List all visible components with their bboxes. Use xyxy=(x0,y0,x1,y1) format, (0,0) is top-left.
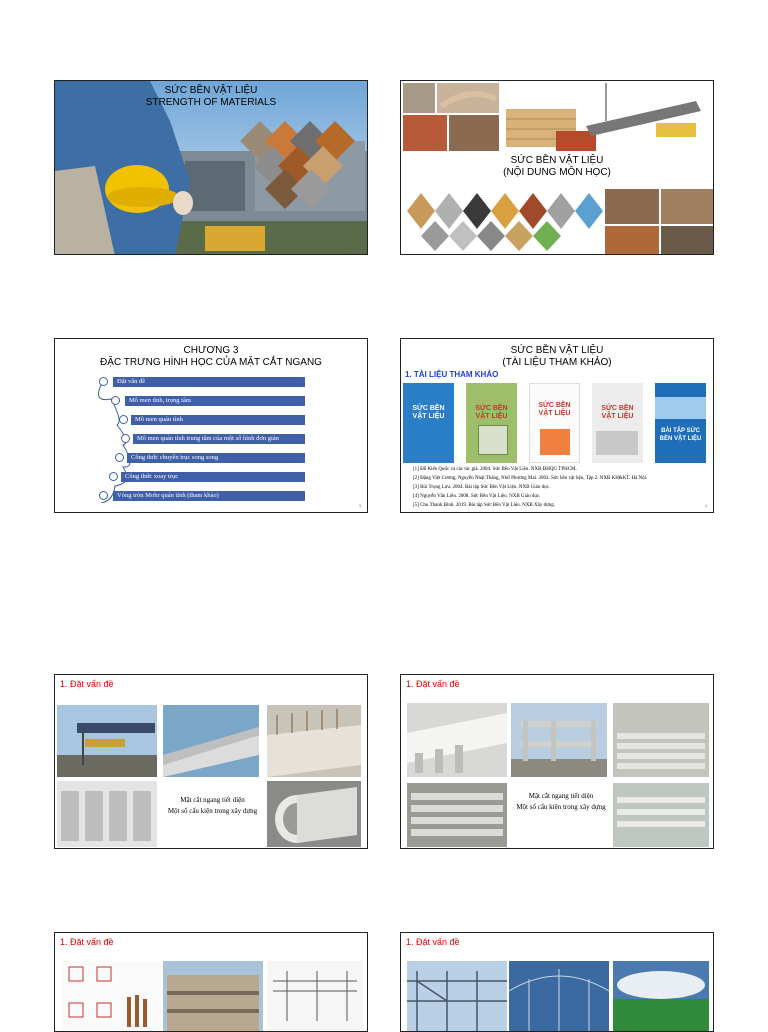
slide-title: SỨC BỀN VẬT LIỆU xyxy=(510,345,604,356)
building-frame-photo xyxy=(163,961,263,1031)
caption-components: Một số cấu kiện trong xây dựng xyxy=(167,807,258,815)
reference-item: [2] Đặng Việt Cương, Nguyễn Nhật Thăng, Nhữ Phương Mai. 2002. Sức bền vật liệu, Tập 2. NXB KH&KT. Hà Nội. xyxy=(413,476,648,481)
outline-item-4[interactable]: Mô men quán tính trung tâm của một số hình đơn giản xyxy=(133,434,305,444)
rebar-beam-photo xyxy=(267,705,361,777)
caption-cross-section: Mặt cắt ngang tiết diện xyxy=(180,796,245,804)
slide-8 xyxy=(400,932,714,1032)
book-cover-1 xyxy=(403,383,454,463)
page-number: 3 xyxy=(358,503,361,508)
reference-item: [4] Nguyễn Văn Liên. 2008. Sức Bền Vật Liệu. NXB Giáo dục. xyxy=(413,494,541,499)
reference-item: [3] Bùi Trọng Lựu. 2004. Bài tập Sức Bền Vật Liệu. NXB Giáo dục. xyxy=(413,485,551,490)
chapter-label: CHƯƠNG 3 xyxy=(183,345,239,356)
book-title: SỨC BỀN VẬT LIỆU xyxy=(538,402,571,417)
slide-1 xyxy=(54,80,368,255)
slide-title: SỨC BỀN VẬT LIỆU xyxy=(510,155,604,166)
steel-detail-drawing xyxy=(267,961,363,1031)
slide-subtitle: STRENGTH OF MATERIALS xyxy=(145,97,277,108)
book-cover-4 xyxy=(592,383,643,463)
outline-node-2 xyxy=(111,396,120,405)
chapter-title: ĐẶC TRƯNG HÌNH HỌC CỦA MẶT CẮT NGANG xyxy=(100,357,322,368)
outline-item-6[interactable]: Công thức xoay trục xyxy=(121,472,305,482)
book-cover-2 xyxy=(466,383,517,463)
slide-4 xyxy=(400,338,714,513)
slide-3 xyxy=(54,338,368,513)
concrete-sleeper-photo xyxy=(613,783,709,847)
reference-item: [1] Đỗ Kiến Quốc và các tác giả. 2004. Sức Bền Vật Liệu. NXB ĐHQG TPHCM. xyxy=(413,467,577,472)
book-cover-3 xyxy=(529,383,580,463)
book-title: SỨC BỀN VẬT LIỆU xyxy=(475,405,508,420)
reference-item: [5] Chu Thanh Bình. 2019. Bài tập Sức Bền Vật Liệu. NXB Xây dựng. xyxy=(413,503,556,508)
caption-components: Một số cấu kiện trong xây dựng xyxy=(516,803,606,811)
section-heading: 1. Đặt vấn đề xyxy=(60,937,114,947)
outline-item-1[interactable]: Đặt vấn đề xyxy=(113,377,305,387)
book-cover-5 xyxy=(655,383,706,463)
section-heading: 1. Đặt vấn đề xyxy=(406,679,460,689)
steel-structure-photo xyxy=(407,961,507,1031)
slide-6 xyxy=(400,674,714,849)
outline-node-3 xyxy=(119,415,128,424)
caption-cross-section: Mặt cắt ngang tiết diện xyxy=(528,792,594,800)
slide-7 xyxy=(54,932,368,1032)
slide-subtitle: (TÀI LIỆU THAM KHẢO) xyxy=(502,357,612,368)
concrete-beam-photo xyxy=(163,705,259,777)
section-heading: 1. TÀI LIỆU THAM KHẢO xyxy=(405,370,499,379)
concrete-pipe-photo xyxy=(267,781,361,847)
outline-node-4 xyxy=(121,434,130,443)
steel-truss-photo xyxy=(509,961,609,1031)
cross-section-drawings xyxy=(61,961,161,1031)
book-title: SỨC BỀN VẬT LIỆU xyxy=(601,405,634,420)
outline-node-1 xyxy=(99,377,108,386)
stadium-photo xyxy=(613,961,709,1031)
section-heading: 1. Đặt vấn đề xyxy=(406,937,460,947)
i-beam-stack-photo xyxy=(57,781,157,847)
page-number: 4 xyxy=(704,503,707,508)
outline-item-2[interactable]: Mô men tĩnh, trọng tâm xyxy=(125,396,305,406)
outline-node-6 xyxy=(109,472,118,481)
outline-item-7[interactable]: Vòng tròn Mohr quán tính (tham khảo) xyxy=(113,491,305,501)
slide-subtitle: (NỘI DUNG MÔN HỌC) xyxy=(503,167,611,178)
bridge-girder-photo xyxy=(57,705,157,777)
section-heading: 1. Đặt vấn đề xyxy=(60,679,114,689)
outline-node-7 xyxy=(99,491,108,500)
outline-item-3[interactable]: Mô men quán tính xyxy=(131,415,305,425)
prestressed-beam-photo xyxy=(407,783,507,847)
slide-title: SỨC BỀN VẬT LIỆU xyxy=(164,85,258,96)
outline-node-5 xyxy=(115,453,124,462)
concrete-frame-photo xyxy=(511,703,607,777)
book-title: SỨC BỀN VẬT LIỆU xyxy=(412,405,445,420)
outline-item-5[interactable]: Công thức chuyển trục song song xyxy=(127,453,305,463)
book-title: BÀI TẬP SỨC BỀN VẬT LIỆU xyxy=(659,428,702,442)
precast-hollow-core-photo xyxy=(407,703,507,777)
slide-5 xyxy=(54,674,368,849)
slide-2 xyxy=(400,80,714,255)
slab-stack-photo xyxy=(613,703,709,777)
